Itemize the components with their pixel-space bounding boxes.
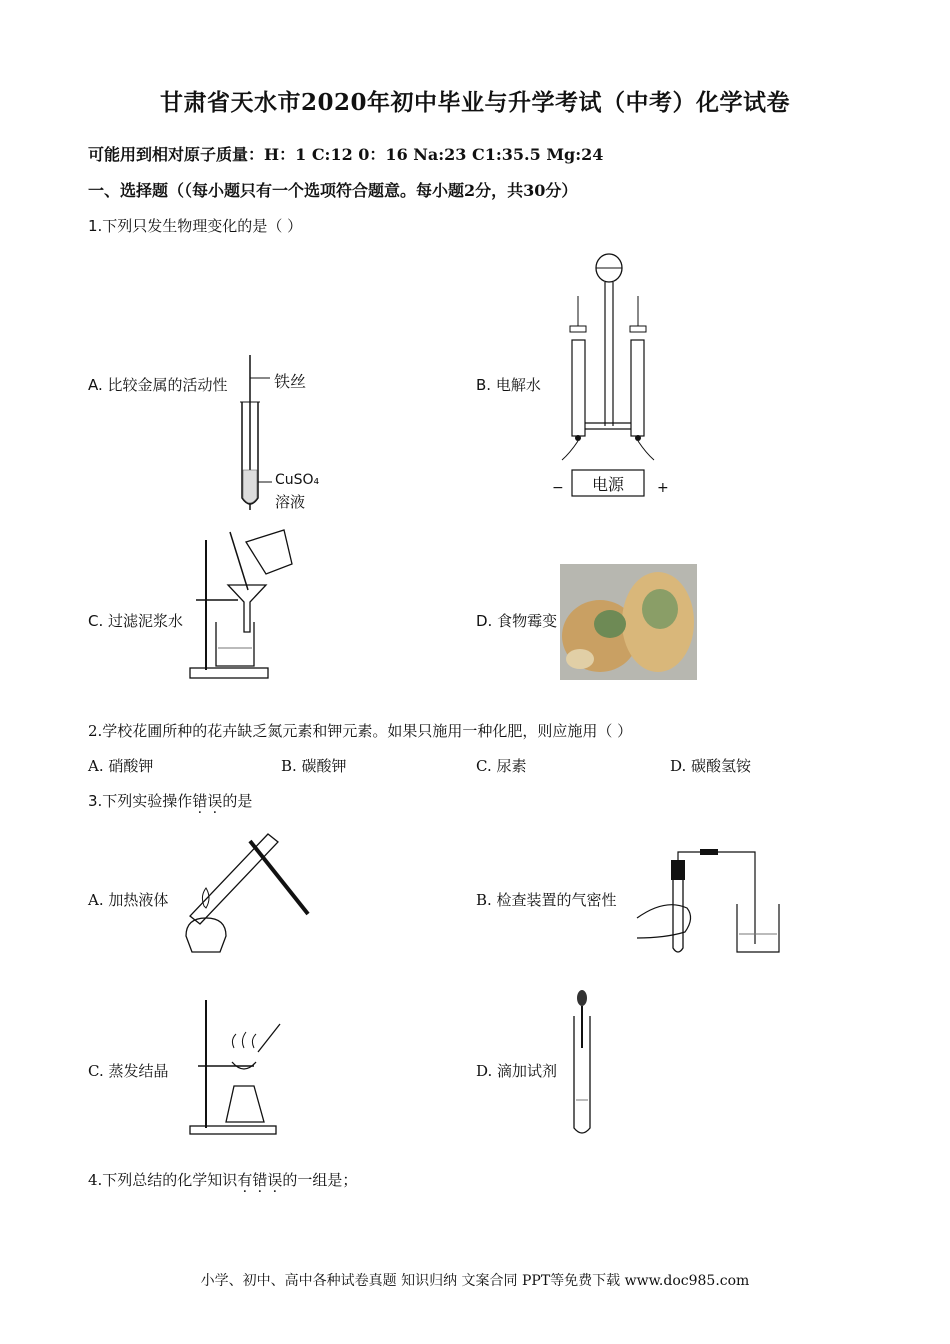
q3-stem-pre: 3.下列实验操作 (88, 792, 193, 810)
q3-emph-2: 误 (207, 792, 223, 810)
q2-option-c: C. 尿素 (476, 757, 527, 775)
electrolysis-figure (550, 248, 680, 498)
q3-stem-post: 的是 (222, 792, 253, 810)
q1-option-c: C. 过滤泥浆水 (88, 612, 184, 630)
q3-option-a: A. 加热液体 (88, 891, 169, 909)
q3-emph-1: 错 (192, 792, 208, 810)
atomic-masses: 可能用到相对原子质量：H：1 C:12 0：16 Na:23 C1:35.5 Mg:24 (88, 145, 604, 164)
q4-emph-1: 有 (237, 1171, 253, 1189)
q1-option-a: A. 比较金属的活动性 (88, 376, 228, 394)
power-label: 电源 (592, 475, 625, 494)
section-heading: 一、选择题（（每小题只有一个选项符合题意。每小题2分，共30分） (88, 181, 578, 200)
q2-stem: 2.学校花圃所种的花卉缺乏氮元素和钾元素。如果只施用一种化肥，则应施用（ ） (88, 722, 633, 740)
q4-stem-pre: 4.下列总结的化学知识 (88, 1171, 238, 1189)
q4-stem (88, 1169, 357, 1190)
q4-emph-2: 错 (252, 1171, 268, 1189)
airtightness-figure (635, 848, 785, 960)
minus-label: − (552, 480, 564, 496)
iron-wire-label: 铁丝 (274, 372, 307, 391)
page-title: 甘肃省天水市2020年初中毕业与升学考试（中考）化学试卷 (159, 89, 790, 116)
evaporation-figure (188, 996, 293, 1136)
q1-option-b: B. 电解水 (476, 376, 541, 394)
moldy-bread-photo (560, 564, 697, 680)
q4-stem-post: 的一组是； (282, 1171, 358, 1189)
q4-emph-3: 误 (267, 1171, 283, 1189)
plus-label: + (657, 480, 669, 496)
cuso4-label: CuSO₄ (275, 472, 320, 488)
q2-option-d: D. 碳酸氢铵 (670, 757, 752, 775)
q2-option-a: A. 硝酸钾 (88, 757, 154, 775)
q3-option-d: D. 滴加试剂 (476, 1062, 558, 1080)
q3-option-b: B. 检查装置的气密性 (476, 891, 617, 909)
heating-liquid-figure (180, 826, 315, 958)
filtration-figure (188, 530, 303, 685)
page-footer: 小学、初中、高中各种试卷真题 知识归纳 文案合同 PPT等免费下载 www.doc985.com (200, 1273, 750, 1289)
q1-option-d: D. 食物霉变 (476, 612, 558, 630)
solution-label: 溶液 (275, 493, 306, 511)
q1-stem: 1.下列只发生物理变化的是（ ） (88, 217, 303, 235)
q3-option-c: C. 蒸发结晶 (88, 1062, 169, 1080)
q3-stem (88, 790, 252, 811)
dropper-figure (568, 988, 598, 1138)
q2-option-b: B. 碳酸钾 (281, 757, 347, 775)
